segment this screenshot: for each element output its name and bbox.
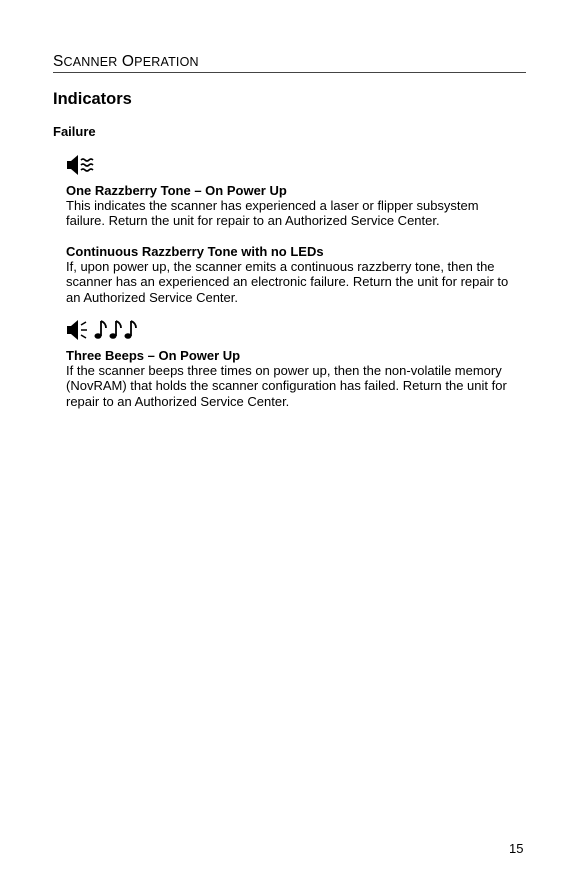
subsection-title: Failure [53, 124, 96, 139]
speaker-razzberry-icon [66, 154, 98, 176]
item-title: One Razzberry Tone – On Power Up [66, 183, 287, 198]
item-text-line: If, upon power up, the scanner emits a continuous razzberry tone, then the [66, 259, 495, 275]
item-title: Three Beeps – On Power Up [66, 348, 241, 363]
item-text-line: (NovRAM) that holds the scanner configuration has failed. Return the unit for [66, 378, 507, 394]
item-text-line: an Authorized Service Center. [66, 289, 238, 305]
item-continuous-razzberry [66, 244, 526, 305]
speaker-three-beeps-icon [66, 318, 140, 342]
header-cap-2: O [121, 53, 135, 70]
header-rest-2: PERATION [134, 55, 199, 69]
item-text-line: This indicates the scanner has experienced a laser or flipper subsystem [66, 198, 479, 214]
header-rest-1: CANNER [63, 55, 118, 69]
item-one-razzberry [66, 183, 526, 229]
section-title: Indicators [53, 90, 132, 108]
header-cap-1: S [53, 53, 64, 70]
item-text-line: repair to an Authorized Service Center. [66, 393, 290, 409]
item-three-beeps [66, 348, 526, 409]
running-header [53, 53, 526, 73]
item-text-line: If the scanner beeps three times on power up, then the non-volatile memory [66, 363, 502, 379]
page-number: 15 [509, 841, 524, 856]
item-text-line: failure. Return the unit for repair to an Authorized Service Center. [66, 213, 440, 229]
item-title: Continuous Razzberry Tone with no LEDs [66, 244, 324, 259]
item-text-line: scanner has an experienced an electronic failure. Return the unit for repair to [66, 274, 509, 290]
